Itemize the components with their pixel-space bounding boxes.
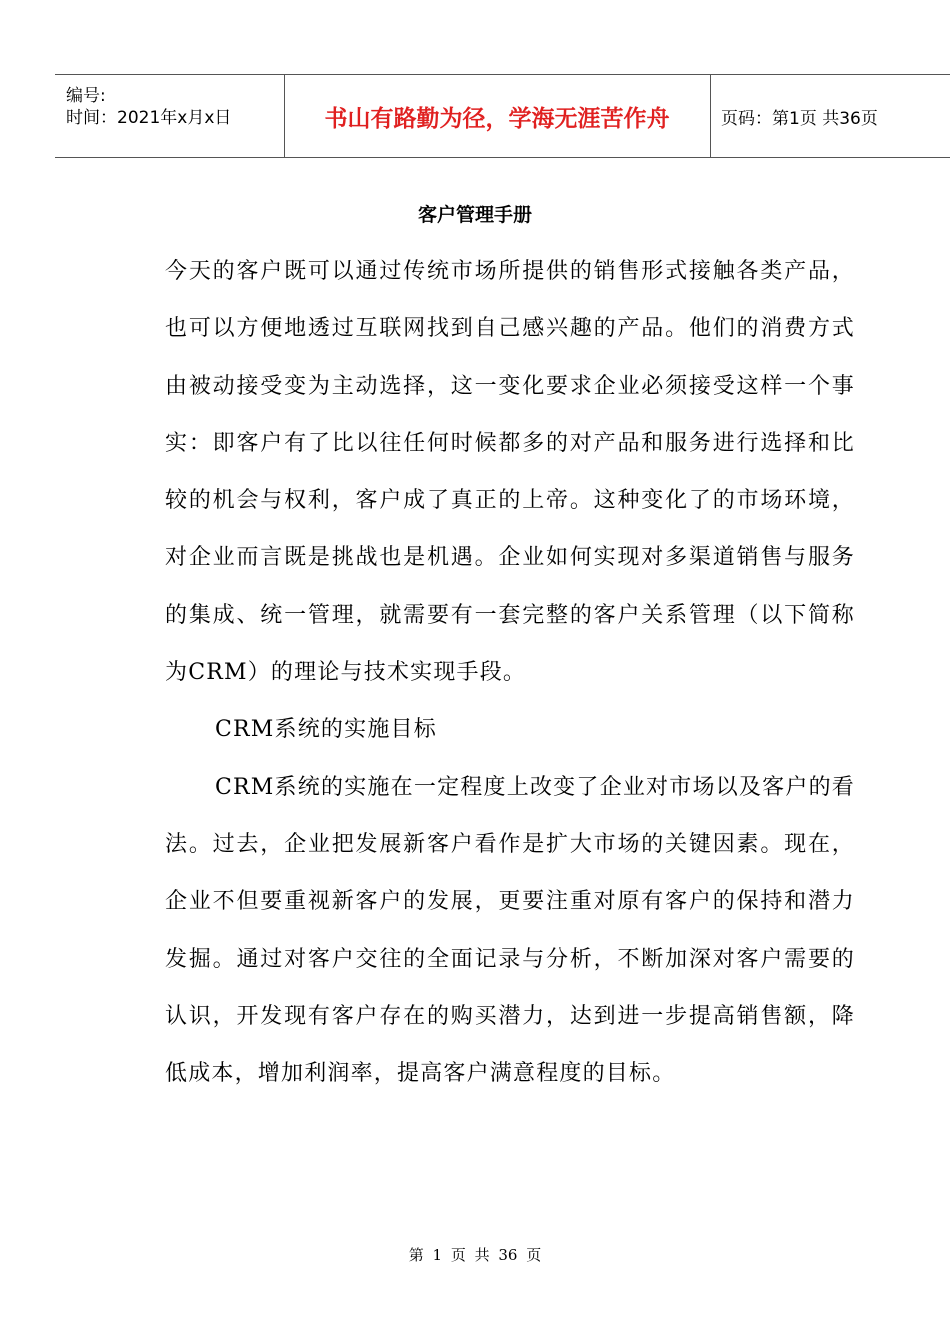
document-number-label: 编号: — [66, 86, 106, 106]
page-header — [55, 74, 950, 158]
header-page-cell — [710, 75, 950, 157]
document-title: 客户管理手册 — [417, 204, 532, 226]
page-footer: 第 1 页 共 36 页 — [408, 1246, 542, 1264]
document-body — [165, 243, 855, 1102]
paragraph-goals: CRM系统的实施在一定程度上改变了企业对市场以及客户的看法。过去，企业把发展新客户看作是扩大市场的关键因素。现在，企业不但要重视新客户的发展，更要注重对原有客户的保持和潜力发掘。通过对客户交往的全面记录与分析，不断加深对客户需要的认识，开发现有客户存在的购买潜力，达到进一步提高销售额，降低成本，增加利润率，提高客户满意程度的目标。 — [165, 774, 855, 1087]
section-heading: CRM系统的实施目标 — [215, 717, 437, 743]
header-meta-cell — [55, 75, 285, 157]
paragraph-intro: 今天的客户既可以通过传统市场所提供的销售形式接触各类产品，也可以方便地透过互联网找到自己感兴趣的产品。他们的消费方式由被动接受变为主动选择，这一变化要求企业必须接受这样一个事实：即客户有了比以往任何时候都多的对产品和服务进行选择和比较的机会与权利，客户成了真正的上帝。这种变化了的市场环境，对企业而言既是挑战也是机遇。企业如何实现对多渠道销售与服务的集成、统一管理，就需要有一套完整的客户关系管理（以下简称为CRM）的理论与技术实现手段。 — [165, 259, 855, 686]
header-page-info: 页码：第1页 共36页 — [721, 108, 878, 129]
header-motto: 书山有路勤为径，学海无涯苦作舟 — [324, 104, 670, 132]
document-time-label: 时间：2021年x月x日 — [66, 108, 232, 128]
header-motto-cell — [284, 75, 711, 157]
